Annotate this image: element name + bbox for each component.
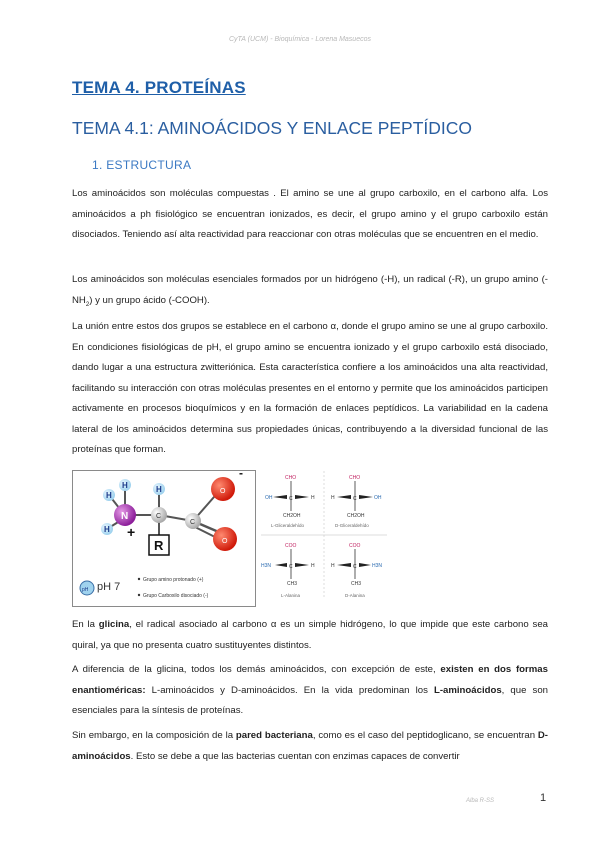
- oxygen-label-bottom: O: [222, 538, 228, 545]
- paragraph-2: [72, 270, 548, 315]
- l-alanine-label: L-Alanina: [281, 593, 301, 598]
- paragraph-2-part-b: ) y un grupo ácido (-COOH).: [89, 294, 210, 306]
- alpha-carbon-label: C: [156, 513, 162, 520]
- paragraph-1-text: Los aminoácidos son moléculas compuestas . El amino se une al grupo carboxilo, en el carbono alfa. Los aminoácidos a ph fisiológico se encuentran ionizados, es decir, el grupo amino y el grupo carboxilo están disociados. Teniendo así alta reactividad para reaccionar con otras moléculas que se encuentren en el medio.: [72, 188, 548, 240]
- svg-text:CH2OH: CH2OH: [283, 513, 301, 519]
- hydrogen-label-bottom: H: [104, 525, 110, 534]
- amino-acid-diagram: [73, 471, 255, 606]
- nitrogen-label: N: [121, 511, 129, 522]
- positive-charge-sign: +: [127, 524, 136, 540]
- paragraph-1: [72, 184, 548, 246]
- l-glyceraldehyde-label: L-Gliceraldehído: [271, 523, 305, 528]
- svg-text:C: C: [353, 564, 357, 570]
- svg-text:H3N: H3N: [372, 563, 383, 569]
- svg-text:OH: OH: [265, 495, 273, 501]
- svg-text:CH2OH: CH2OH: [347, 513, 365, 519]
- svg-text:H3N: H3N: [261, 563, 272, 569]
- svg-text:OH: OH: [374, 495, 382, 501]
- hydrogen-label-alpha: H: [156, 485, 162, 494]
- paragraph-5: A diferencia de la glicina, todos los demás aminoácidos, con excepción de este, existen en dos formas enantioméricas: L-aminoácidos y D-aminoácidos. En la vida predominan los L-aminoácidos, que son esenciales para la síntesis de proteínas.: [72, 664, 548, 716]
- bacterial-wall-term: pared bacteriana: [235, 730, 313, 741]
- amino-acid-figure: [72, 470, 256, 607]
- paragraph-3-text: La unión entre estos dos grupos se establece en el carbono α, donde el grupo amino se une al grupo carboxilo. En condiciones fisiológicas de pH, el grupo amino se encuentra ionizado y el grupo carboxilo está disociado, dando lugar a una estructura zwitteriónica. Esta característica confiere a los aminoácidos una alta reactividad, facilitando su interacción con otras moléculas presentes en el entorno y permite que los aminoácidos participen activamente en procesos bioquímicos y en la formación de enlaces peptídicos. La variabilidad en la cadena lateral de los aminoácidos determina sus propiedades únicas, contribuyendo a la diversidad funcional de las proteínas que forman.: [72, 321, 548, 455]
- svg-text:CH3: CH3: [351, 581, 362, 587]
- svg-text:H: H: [331, 495, 335, 501]
- hydrogen-label: H: [106, 491, 112, 500]
- svg-text:CH3: CH3: [287, 581, 298, 587]
- paragraph-2-part-a: Los aminoácidos son moléculas esenciales formados por un hidrógeno (-H), un radical (-R), un grupo amino (-NH: [72, 274, 548, 306]
- svg-text:H: H: [331, 563, 335, 569]
- svg-text:CHO: CHO: [349, 475, 361, 481]
- negative-charge-sign: -: [239, 471, 243, 480]
- radical-label: R: [154, 538, 164, 553]
- footer-author: Alba R-SS: [466, 798, 495, 804]
- svg-text:CHO: CHO: [285, 475, 297, 481]
- paragraph-2-subscript: 2: [85, 301, 90, 308]
- l-alanine-structure: [261, 543, 315, 598]
- paragraph-6: Sin embargo, en la composición de la pared bacteriana, como es el caso del peptidoglicano, se encuentran D-aminoácidos. Esto se debe a que las bacterias cuentan con enzimas capaces de convertir: [72, 730, 548, 762]
- svg-text:COO: COO: [349, 543, 361, 549]
- enantiomer-diagram: [259, 467, 389, 605]
- legend-amino: Grupo amino protonado (+): [143, 577, 204, 583]
- carboxyl-carbon-label: C: [190, 519, 196, 526]
- svg-text:C: C: [353, 496, 357, 502]
- ph-badge-label: pH: [82, 587, 89, 593]
- paragraph-4: En la glicina, el radical asociado al carbono α es un simple hidrógeno, lo que impide que este carbono sea quiral, ya que no presenta cuatro sustituyentes distintos.: [72, 619, 548, 651]
- oxygen-label-top: O: [220, 488, 226, 495]
- ph-label: pH 7: [97, 581, 121, 593]
- enantiomer-figure: [259, 467, 389, 605]
- l-amino-term: L-aminoácidos: [433, 684, 502, 696]
- hydrogen-label-top: H: [122, 481, 128, 490]
- paragraph-3: [72, 317, 548, 461]
- legend-carboxyl: Grupo Carboxilo disociado (-): [143, 593, 209, 599]
- svg-text:H: H: [311, 563, 315, 569]
- svg-text:H: H: [311, 495, 315, 501]
- page-header: CyTA (UCM) - Bioquímica - Lorena Masuecos: [229, 36, 371, 43]
- d-alanine-structure: [331, 543, 382, 598]
- page-number: 1: [540, 792, 547, 804]
- d-alanine-label: D-Alanina: [345, 593, 365, 598]
- d-amino-term: D-aminoácidos: [72, 730, 548, 762]
- section-heading: 1. ESTRUCTURA: [92, 158, 192, 172]
- d-glyceraldehyde-structure: [331, 475, 382, 528]
- svg-text:C: C: [289, 564, 293, 570]
- enantiomer-term: existen en dos formas enantioméricas:: [72, 664, 548, 696]
- page-title: TEMA 4. PROTEÍNAS: [72, 78, 246, 97]
- glycine-term: glicina: [98, 619, 130, 630]
- l-glyceraldehyde-structure: [265, 475, 315, 528]
- svg-text:C: C: [289, 496, 293, 502]
- d-glyceraldehyde-label: D-Gliceraldehído: [335, 523, 369, 528]
- svg-text:COO: COO: [285, 543, 297, 549]
- page-subtitle: TEMA 4.1: AMINOÁCIDOS Y ENLACE PEPTÍDICO: [72, 118, 473, 138]
